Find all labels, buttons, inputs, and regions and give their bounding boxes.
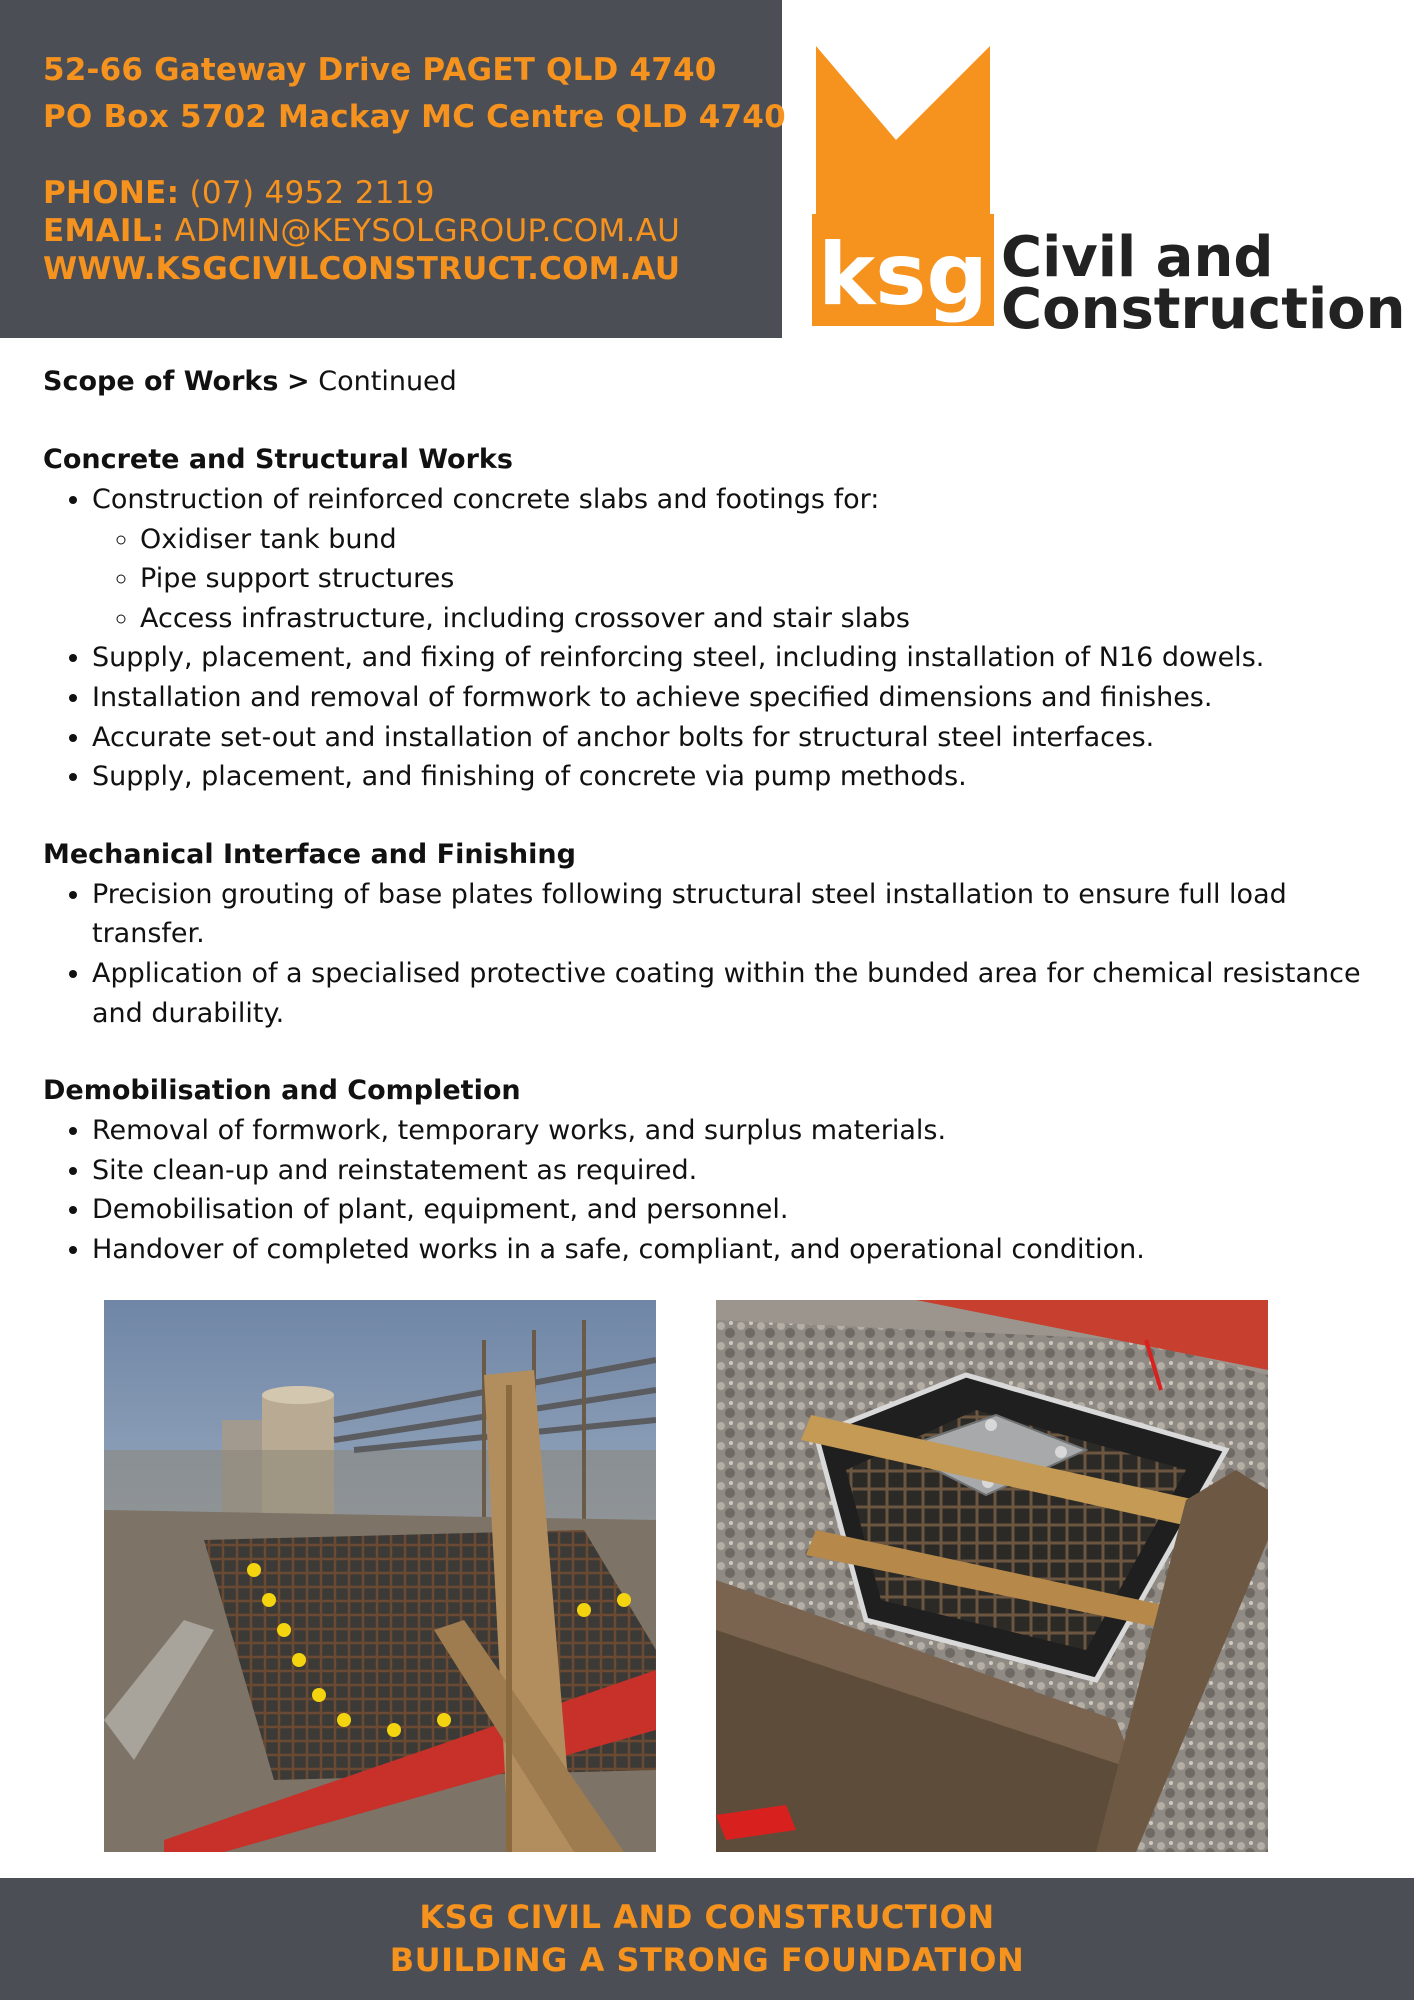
footer-bar [0,1878,1414,2000]
list-item [92,480,1383,638]
ksg-logo-icon [808,42,998,332]
phone-row [43,175,435,211]
footer-company-name: KSG CIVIL AND CONSTRUCTION [419,1898,995,1936]
logo-name-line-2: Construction [1001,277,1406,342]
email-value[interactable]: ADMIN@KEYSOLGROUP.COM.AU [174,213,681,249]
sub-list [92,520,1383,639]
list-item: • Demobilisation of plant, equipment, and personnel. [92,1190,1383,1230]
company-logo [808,42,1406,342]
list-item: • Removal of formwork, temporary works, and surplus materials. [92,1111,1383,1151]
list-item: • Handover of completed works in a safe, compliant, and operational condition. [92,1230,1383,1270]
email-label: EMAIL: [43,213,165,249]
section-list-concrete [43,480,1383,797]
site-photo-slab-reinforcement [104,1300,656,1852]
sub-list-item: ◦ Oxidiser tank bund [140,520,1383,560]
sub-list-item: ◦ Pipe support structures [140,559,1383,599]
email-row [43,213,680,249]
list-item: • Site clean-up and reinstatement as required. [92,1151,1383,1191]
logo-name-line-1: Civil and [1001,225,1274,290]
section-list-demobilisation [43,1111,1383,1269]
footer-tagline: BUILDING A STRONG FOUNDATION [389,1941,1025,1979]
website-link[interactable]: WWW.KSGCIVILCONSTRUCT.COM.AU [43,251,681,287]
phone-label: PHONE: [43,175,180,211]
sub-list-item: ◦ Access infrastructure, including crossover and stair slabs [140,599,1383,639]
scope-separator: > [287,366,310,397]
footing-formwork-photo-icon [716,1300,1268,1852]
address-line-1: 52-66 Gateway Drive PAGET QLD 4740 [43,52,717,88]
scope-title: Scope of Works [43,366,279,397]
phone-value[interactable]: (07) 4952 2119 [189,175,435,211]
list-item: • Supply, placement, and fixing of reinforcing steel, including installation of N16 dowels. [92,638,1383,678]
scope-continued: Continued [318,366,457,397]
list-item-text: Construction of reinforced concrete slabs and footings for: [92,484,880,515]
logo-mark-text: ksg [818,225,988,325]
rebar-slab-photo-icon [104,1300,656,1852]
section-title-concrete: Concrete and Structural Works [43,444,513,475]
main-content [43,362,1383,1308]
section-list-mechanical [43,875,1383,1033]
list-item: • Installation and removal of formwork to achieve specified dimensions and finishes. [92,678,1383,718]
section-title-mechanical: Mechanical Interface and Finishing [43,838,576,870]
list-item: • Supply, placement, and finishing of concrete via pump methods. [92,757,1383,797]
site-photo-footing-formwork [716,1300,1268,1852]
scope-heading [43,362,1383,402]
address-line-2: PO Box 5702 Mackay MC Centre QLD 4740 [43,99,786,135]
header-contact-panel [0,0,786,338]
section-title-demobilisation: Demobilisation and Completion [43,1075,521,1107]
list-item: • Accurate set-out and installation of anchor bolts for structural steel interfaces. [92,718,1383,758]
list-item: • Precision grouting of base plates following structural steel installation to ensure full load transfer. [92,875,1383,954]
list-item: • Application of a specialised protective coating within the bunded area for chemical resistance and durability. [92,954,1383,1033]
logo-crown-shape [816,46,990,237]
